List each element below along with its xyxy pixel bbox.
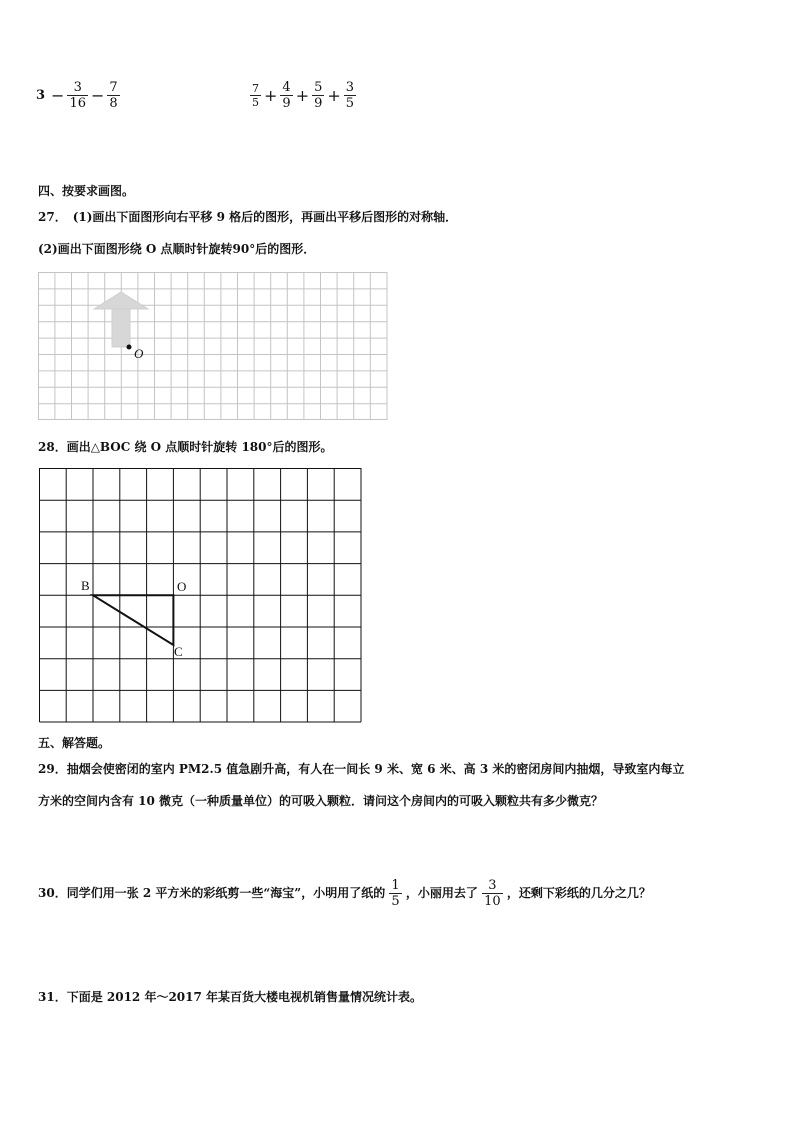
q27-line-2: (2)画出下面图形绕 O 点顺时针旋转90°后的图形． — [38, 242, 316, 256]
expr1-f1-numerator: 3 — [67, 80, 88, 96]
point-o-label: O — [134, 346, 144, 361]
q27-line-1: 27． (1)画出下面图形向右平移 9 格后的图形，再画出平移后图形的对称轴． — [38, 210, 458, 224]
expr2-fraction-a — [250, 82, 261, 109]
label-b: B — [81, 578, 90, 593]
q28-grid — [39, 468, 362, 724]
expr2-plus-1: + — [264, 86, 278, 105]
expr2-b-numerator: 4 — [282, 80, 291, 95]
expr2-c-numerator: 5 — [314, 80, 323, 95]
label-o: O — [177, 579, 187, 594]
expr2-fraction-c — [312, 80, 324, 111]
q30-fraction-1 — [389, 878, 401, 909]
q29-line-2: 方米的空间内含有 10 微克（一种质量单位）的可吸入颗粒．请问这个房间内的可吸入颗粒共有多少微克？ — [38, 794, 604, 808]
triangle-boc — [93, 595, 173, 645]
q27-grid — [38, 272, 388, 420]
expr1-minus-1: − — [51, 86, 65, 105]
expr2-c-denominator: 9 — [314, 96, 323, 111]
label-c: C — [174, 644, 183, 659]
q28-grid-lines — [40, 468, 362, 722]
expression-1 — [36, 80, 120, 111]
expr1-fraction-1 — [67, 80, 88, 111]
expr2-a-denominator: 5 — [252, 96, 259, 109]
expr2-fraction-d — [344, 80, 356, 111]
expr1-minus-2: − — [91, 86, 105, 105]
q30-part-1: 30．同学们用一张 2 平方米的彩纸剪一些“海宝”，小明用了纸的 — [38, 886, 386, 900]
q30-f1-denominator: 5 — [391, 894, 400, 909]
expr2-plus-2: + — [295, 86, 310, 105]
q30-f1-numerator: 1 — [391, 878, 400, 893]
arrow-head — [94, 292, 148, 309]
expr2-a-numerator: 7 — [252, 82, 259, 95]
expr2-d-numerator: 3 — [345, 80, 355, 95]
expr2-fraction-b — [280, 80, 292, 111]
expr2-b-denominator: 9 — [282, 96, 291, 111]
expr1-fraction-2 — [107, 80, 119, 111]
q28-text: 28．画出△BOC 绕 O 点顺时针旋转 180°后的图形。 — [38, 440, 333, 454]
arrow-shape — [112, 308, 130, 347]
section-4-title: 四、按要求画图。 — [38, 184, 135, 198]
q29-line-1: 29．抽烟会使密闭的室内 PM2.5 值急剧升高，有人在一间长 9 米、宽 6 米、高 3 米的密闭房间内抽烟，导致室内每立 — [38, 762, 685, 776]
q30-part-2: ，小丽用去了 — [405, 886, 478, 900]
q31-text: 31．下面是 2012 年～2017 年某百货大楼电视机销售量情况统计表。 — [38, 990, 423, 1004]
q30-fraction-2 — [482, 878, 503, 909]
point-o — [127, 345, 132, 350]
expr1-f1-denominator: 16 — [69, 96, 86, 111]
expr1-lead: 3 — [36, 88, 46, 103]
q30-f2-numerator: 3 — [482, 878, 503, 894]
q30 — [38, 878, 651, 909]
section-5-title: 五、解答题。 — [38, 736, 111, 750]
expression-2 — [250, 80, 356, 111]
expr1-f2-denominator: 8 — [109, 96, 118, 111]
expr1-f2-numerator: 7 — [109, 80, 118, 95]
q30-part-3: ，还剩下彩纸的几分之几？ — [506, 886, 651, 900]
q27-grid-lines — [39, 272, 388, 420]
expr2-d-denominator: 5 — [345, 96, 355, 111]
q30-f2-denominator: 10 — [484, 894, 501, 909]
expr2-plus-3: + — [327, 86, 341, 105]
